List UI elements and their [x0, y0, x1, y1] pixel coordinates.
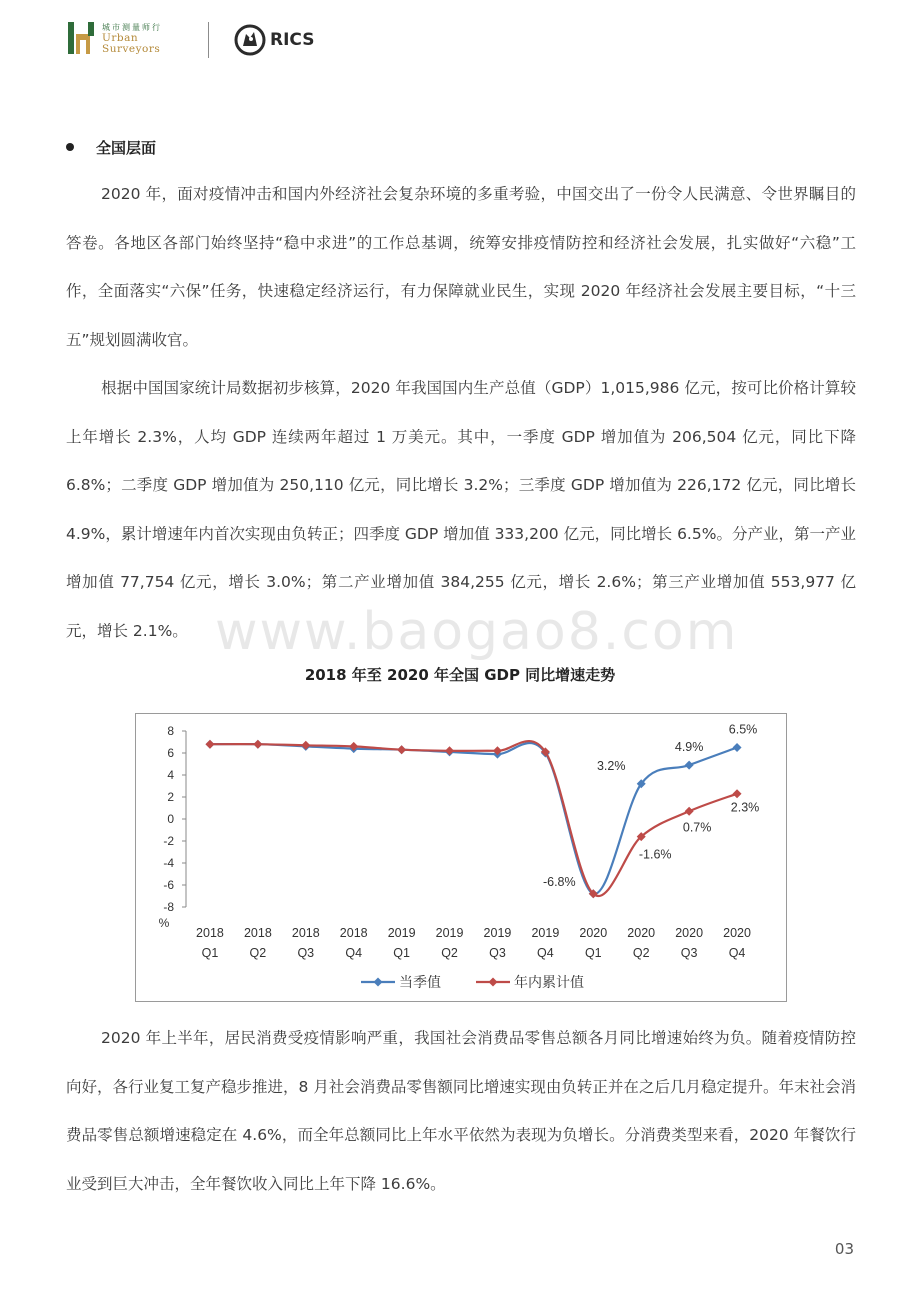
chart-title: 2018 年至 2020 年全国 GDP 同比增速走势 [304, 666, 616, 684]
paragraph-2-text: 根据中国国家统计局数据初步核算，2020 年我国国内生产总值（GDP）1,015,986 亿元，按可比价格计算较上年增长 2.3%，人均 GDP 连续两年超过 1 万美元。其中，一季度 GDP 增加值为 206,504 亿元，同比下降 6.8%；二季度 GDP 增加值为 250,110 亿元，同比增长 3.2%；三季度 GDP 增加值为 226,172 亿元，同比增长 4.9%，累计增速年内首次实现由负转正；四季度 GDP 增加值 333,200 亿元，同比增长 6.5%。分产业，第一产业增加值 77,754 亿元，增长 3.0%；第二产业增加值 384,255 亿元，增长 2.6%；第三产业增加值 553,977 亿元，增长 2.1%。 [66, 379, 856, 640]
y-tick-label: 8 [167, 724, 174, 738]
urban-surveyors-wordmark [102, 22, 162, 55]
y-tick-label: 6 [167, 746, 174, 760]
legend-marker-1 [374, 978, 383, 987]
x-tick-label-year: 2019 [435, 926, 464, 940]
y-tick-label: 2 [167, 790, 174, 804]
data-label: -6.8% [542, 874, 576, 889]
bullet-icon [66, 143, 74, 151]
paragraph-3 [66, 1014, 856, 1208]
x-tick-label-year: 2020 [723, 926, 751, 940]
x-tick-label-year: 2018 [339, 926, 368, 940]
x-tick-label-quarter: Q1 [201, 946, 219, 960]
y-tick-label: -2 [163, 834, 174, 848]
y-axis-unit: % [158, 916, 170, 930]
x-tick-label-year: 2019 [531, 926, 560, 940]
page-number: 03 [834, 1240, 854, 1258]
legend-label-1: 当季值 [399, 975, 441, 991]
chart-svg [136, 714, 786, 1001]
gdp-growth-chart [135, 713, 787, 1002]
x-tick-label-quarter: Q4 [345, 946, 363, 960]
x-tick-label-quarter: Q4 [728, 946, 746, 960]
x-tick-label-quarter: Q1 [393, 946, 410, 960]
urban-surveyors-logo-icon [66, 20, 96, 56]
series-line-2 [210, 741, 737, 896]
legend-marker-2 [489, 978, 498, 987]
series-2-point [397, 745, 406, 754]
rics-lion-icon [234, 24, 266, 56]
paragraph-1-text: 2020 年，面对疫情冲击和国内外经济社会复杂环境的多重考验，中国交出了一份令人民满意、令世界瞩目的答卷。各地区各部门始终坚持“稳中求进”的工作总基调，统筹安排疫情防控和经济社会发展，扎实做好“六稳”工作，全面落实“六保”任务，快速稳定经济运行，有力保障就业民生，实现 2020 年经济社会发展主要目标，“十三五”规划圆满收官。 [66, 185, 856, 349]
x-tick-label-quarter: Q4 [537, 946, 554, 960]
x-tick-label-year: 2019 [483, 926, 512, 940]
series-2-point [301, 741, 310, 750]
x-tick-label-quarter: Q3 [680, 946, 698, 960]
x-tick-label-quarter: Q3 [489, 946, 506, 960]
rics-logo [234, 24, 344, 56]
page-header [66, 18, 366, 62]
y-tick-label: -6 [163, 878, 174, 892]
data-label: 2.3% [730, 800, 760, 815]
y-tick-label: 4 [167, 768, 174, 782]
legend-label-2: 年内累计值 [514, 975, 584, 991]
series-2-point [445, 746, 454, 755]
x-tick-label-quarter: Q2 [249, 946, 267, 960]
series-2-point [253, 740, 262, 749]
watermark: www.baogao8.com [215, 602, 739, 662]
org-name-en-1: Urban [102, 32, 139, 44]
data-label: -1.6% [638, 847, 672, 862]
org-name-en-2: Surveyors [102, 43, 161, 55]
section-title [66, 137, 156, 158]
data-label: 4.9% [674, 740, 704, 755]
series-line-1 [210, 743, 737, 894]
paragraph-1 [66, 170, 856, 364]
series-2-point [733, 789, 742, 798]
data-label: 6.5% [728, 722, 758, 737]
x-tick-label-year: 2020 [627, 926, 656, 940]
x-tick-label-quarter: Q1 [584, 946, 602, 960]
paragraph-3-text: 2020 年上半年，居民消费受疫情影响严重，我国社会消费品零售总额各月同比增速始终为负。随着疫情防控向好，各行业复工复产稳步推进，8 月社会消费品零售额同比增速实现由负转正并在之后几月稳定提升。年末社会消费品零售总额增速稳定在 4.6%，而全年总额同比上年水平依然为表现为负增长。分消费类型来看，2020 年餐饮行业受到巨大冲击，全年餐饮收入同比上年下降 16.6%。 [66, 1029, 856, 1193]
y-tick-label: -4 [163, 856, 174, 870]
org-name-cn: 城市测量师行 [102, 23, 162, 32]
y-tick-label: -8 [163, 900, 174, 914]
x-tick-label-year: 2018 [243, 926, 272, 940]
series-2-point [205, 740, 214, 749]
x-tick-label-quarter: Q2 [441, 946, 458, 960]
x-tick-label-year: 2019 [387, 926, 416, 940]
section-title-text: 全国层面 [96, 139, 157, 157]
data-label: 3.2% [596, 758, 626, 773]
data-label: 0.7% [682, 820, 712, 835]
y-tick-label: 0 [167, 812, 174, 826]
series-1-point [733, 743, 742, 752]
series-2-point [685, 807, 694, 816]
series-1-point [685, 761, 694, 770]
x-tick-label-year: 2020 [675, 926, 704, 940]
rics-wordmark: RICS [270, 30, 315, 50]
x-tick-label-year: 2018 [196, 926, 224, 940]
x-tick-label-quarter: Q2 [632, 946, 650, 960]
x-tick-label-quarter: Q3 [297, 946, 315, 960]
x-tick-label-year: 2020 [579, 926, 608, 940]
paragraph-2 [66, 364, 856, 655]
x-tick-label-year: 2018 [291, 926, 320, 940]
header-divider [208, 22, 209, 58]
